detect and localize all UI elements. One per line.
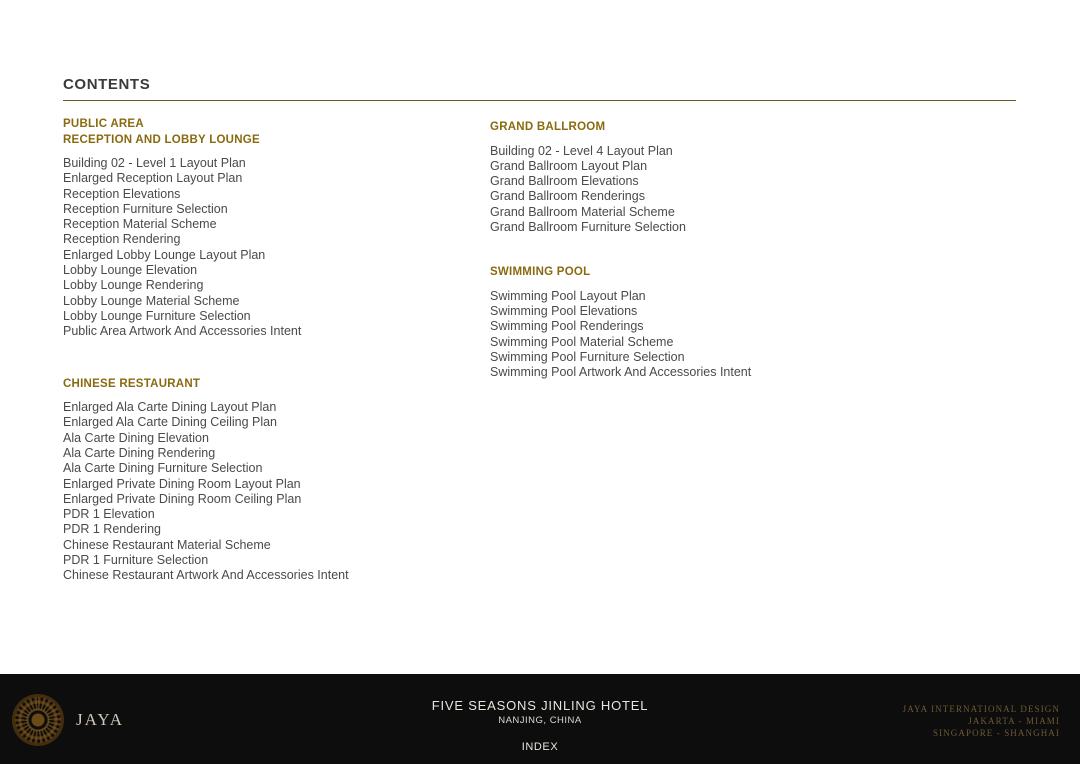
list-item[interactable]: PDR 1 Furniture Selection [63, 553, 209, 568]
list-item[interactable]: Swimming Pool Artwork And Accessories Intent [490, 365, 752, 380]
list-item[interactable]: Reception Rendering [63, 232, 181, 247]
studio-line: JAKARTA - MIAMI [968, 716, 1060, 726]
section-item-list [490, 144, 890, 236]
list-item[interactable]: Enlarged Ala Carte Dining Ceiling Plan [63, 415, 278, 430]
list-item[interactable]: Ala Carte Dining Elevation [63, 430, 209, 445]
title-divider [63, 100, 1016, 101]
list-item[interactable]: Public Area Artwork And Accessories Intent [63, 324, 302, 339]
section-heading-line: GRAND BALLROOM [490, 121, 606, 133]
list-item[interactable]: Enlarged Private Dining Room Layout Plan [63, 476, 301, 491]
section-grand-ballroom [490, 120, 890, 235]
list-item[interactable]: Lobby Lounge Elevation [63, 263, 198, 278]
list-item[interactable]: Enlarged Ala Carte Dining Layout Plan [63, 400, 277, 415]
list-item[interactable]: Grand Ballroom Material Scheme [490, 204, 675, 219]
section-item-list [490, 289, 890, 381]
list-item[interactable]: Grand Ballroom Layout Plan [490, 158, 648, 173]
section-swimming-pool [490, 265, 890, 380]
list-item[interactable]: Enlarged Private Dining Room Ceiling Plan [63, 491, 302, 506]
list-item[interactable]: Lobby Lounge Material Scheme [63, 293, 240, 308]
list-item[interactable]: Grand Ballroom Elevations [490, 174, 639, 189]
section-label: INDEX [521, 741, 559, 753]
list-item[interactable]: Swimming Pool Material Scheme [490, 334, 674, 349]
section-chinese-restaurant [63, 377, 463, 584]
list-item[interactable]: Reception Elevations [63, 186, 181, 201]
list-item[interactable]: Ala Carte Dining Rendering [63, 445, 216, 460]
section-heading-line: PUBLIC AREA [63, 118, 144, 130]
heading-spacer [490, 281, 890, 289]
list-item[interactable]: Grand Ballroom Renderings [490, 189, 645, 204]
list-item[interactable]: Swimming Pool Layout Plan [490, 288, 646, 303]
heading-spacer [490, 136, 890, 144]
list-item[interactable]: Grand Ballroom Furniture Selection [490, 219, 686, 234]
list-item[interactable]: Swimming Pool Elevations [490, 304, 638, 319]
list-item[interactable]: Lobby Lounge Furniture Selection [63, 308, 251, 323]
list-item[interactable]: Enlarged Reception Layout Plan [63, 171, 243, 186]
contents-column-right [490, 117, 890, 381]
section-item-list [63, 156, 463, 340]
list-item[interactable]: Ala Carte Dining Furniture Selection [63, 461, 263, 476]
list-item[interactable]: Enlarged Lobby Lounge Layout Plan [63, 247, 266, 262]
page-title: CONTENTS [63, 76, 151, 93]
list-item[interactable]: Swimming Pool Furniture Selection [490, 349, 685, 364]
section-heading-line: CHINESE RESTAURANT [63, 377, 201, 390]
section-heading-line: RECEPTION AND LOBBY LOUNGE [63, 133, 260, 146]
list-item[interactable]: Chinese Restaurant Artwork And Accessories Intent [63, 568, 349, 583]
studio-line: SINGAPORE - SHANGHAI [932, 728, 1060, 738]
section-public-area [63, 117, 463, 340]
list-item[interactable]: Swimming Pool Renderings [490, 319, 644, 334]
list-item[interactable]: Lobby Lounge Rendering [63, 278, 204, 293]
contents-column-left [63, 117, 463, 584]
list-item[interactable]: Building 02 - Level 4 Layout Plan [490, 143, 673, 158]
brand-name: JAYA [76, 710, 125, 729]
heading-spacer [63, 392, 463, 400]
list-item[interactable]: Reception Furniture Selection [63, 201, 228, 216]
project-location: NANJING, CHINA [498, 715, 582, 726]
list-item[interactable]: Building 02 - Level 1 Layout Plan [63, 156, 246, 170]
list-item[interactable]: PDR 1 Rendering [63, 522, 161, 537]
section-item-list [63, 400, 463, 584]
project-title: FIVE SEASONS JINLING HOTEL [431, 698, 649, 713]
section-heading-line: SWIMMING POOL [490, 266, 591, 279]
list-item[interactable]: PDR 1 Elevation [63, 507, 155, 522]
studio-line: JAYA INTERNATIONAL DESIGN [902, 704, 1060, 714]
studio-credits [903, 703, 1060, 739]
list-item[interactable]: Chinese Restaurant Material Scheme [63, 537, 271, 552]
list-item[interactable]: Reception Material Scheme [63, 217, 217, 232]
heading-spacer [63, 148, 463, 156]
